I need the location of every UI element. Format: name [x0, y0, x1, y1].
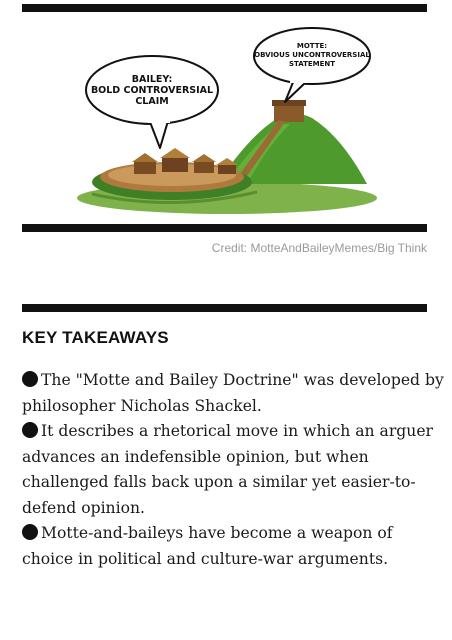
takeaway-item — [22, 419, 448, 521]
bullet-icon — [22, 371, 38, 387]
motte-bubble-line3: STATEMENT — [288, 60, 336, 68]
image-bottom-divider — [22, 224, 427, 232]
key-takeaways-list — [22, 368, 448, 572]
top-divider — [22, 4, 427, 12]
takeaway-text: Motte-and-baileys have become a weapon of choice in political and culture-war arguments. — [22, 524, 393, 568]
takeaway-item — [22, 368, 448, 419]
key-takeaways-divider — [22, 304, 427, 312]
motte-and-bailey-illustration — [22, 12, 427, 224]
takeaway-text: The "Motte and Bailey Doctrine" was developed by philosopher Nicholas Shackel. — [22, 371, 444, 415]
image-credit: Credit: MotteAndBaileyMemes/Big Think — [211, 241, 427, 255]
bullet-icon — [22, 524, 38, 540]
motte-tower — [274, 104, 304, 122]
motte-speech-bubble — [254, 28, 370, 102]
bailey-speech-bubble — [86, 56, 218, 148]
key-takeaways-heading: KEY TAKEAWAYS — [22, 328, 169, 347]
takeaway-item — [22, 521, 448, 572]
bullet-icon — [22, 422, 38, 438]
takeaway-text: It describes a rhetorical move in which an arguer advances an indefensible opinion, but when challenged falls back upon a similar yet easier-to-defend opinion. — [22, 422, 434, 517]
bailey-bubble-line2: BOLD CONTROVERSIAL — [90, 85, 214, 96]
bailey-buildings — [132, 148, 238, 174]
bailey-bubble-line3: CLAIM — [135, 96, 169, 107]
bailey-bubble-line1: BAILEY: — [131, 74, 173, 85]
motte-bubble-line1: MOTTE: — [296, 42, 328, 50]
motte-bubble-line2: OBVIOUS UNCONTROVERSIAL — [254, 51, 370, 59]
